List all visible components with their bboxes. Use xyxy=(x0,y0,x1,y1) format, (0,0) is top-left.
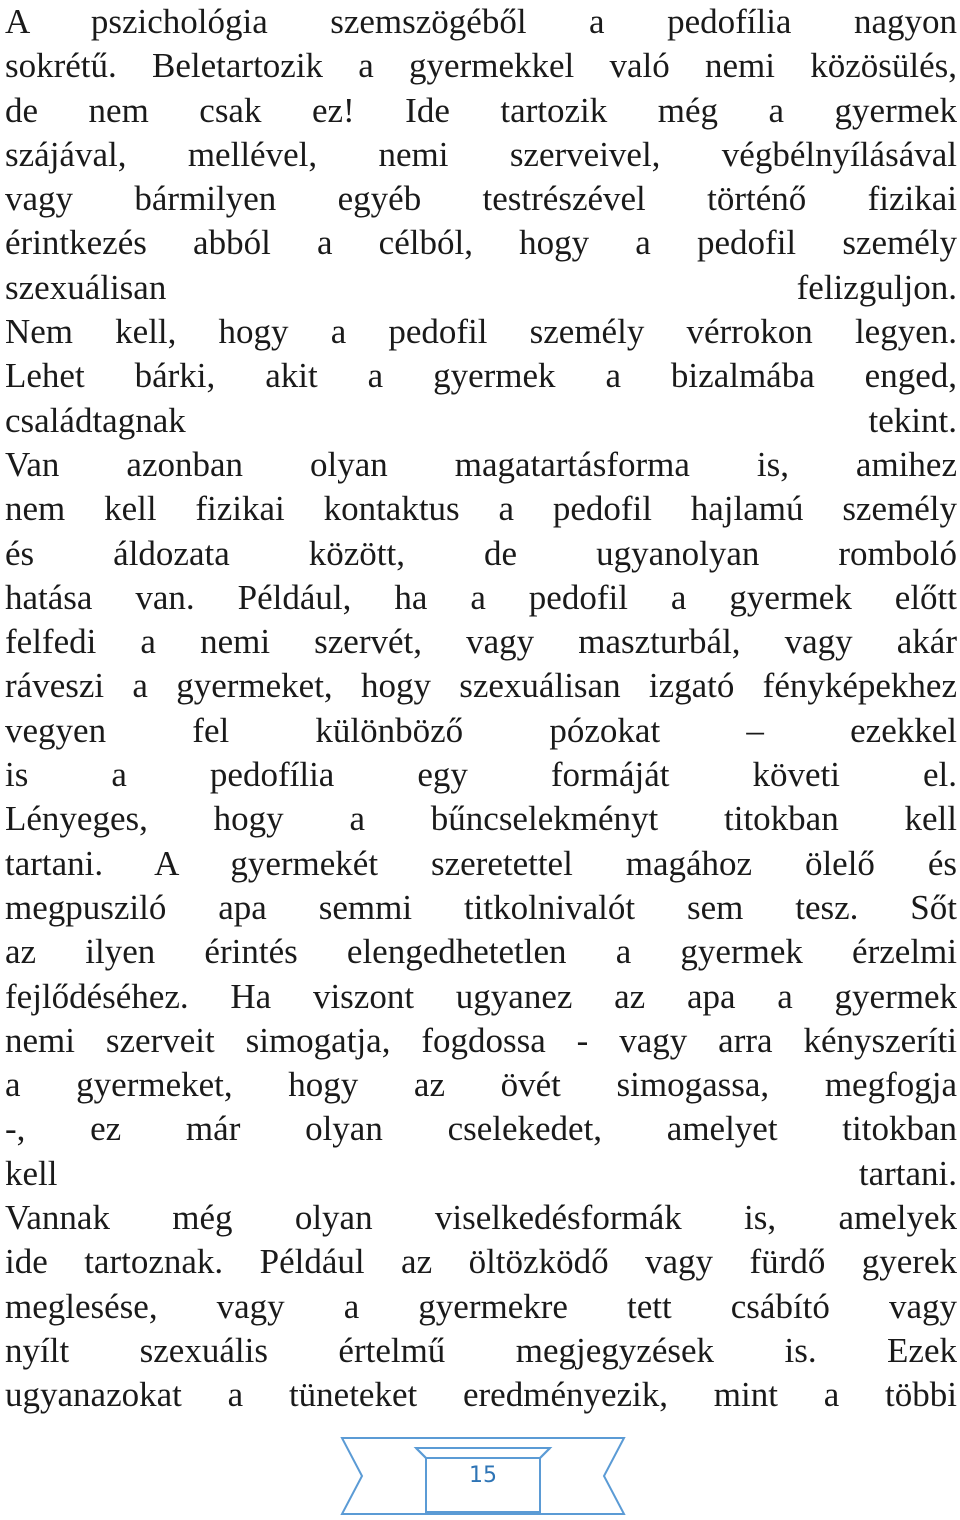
text-line: de nem csak ez! Ide tartozik még a gyermek xyxy=(5,90,957,130)
text-line: ráveszi a gyermeket, hogy szexuálisan izgató fényképekhez xyxy=(5,666,957,706)
text-line: Nem kell, hogy a pedofil személy vérrokon legyen. xyxy=(5,312,957,352)
text-line: megpusziló apa semmi titkolnivalót sem tesz. Sőt xyxy=(5,887,957,927)
text-line: felfedi a nemi szervét, vagy maszturbál, vagy akár xyxy=(5,622,957,662)
text-line: Vannak még olyan viselkedésformák is, amelyek xyxy=(5,1198,957,1238)
text-line: kell tartani. xyxy=(5,1153,957,1193)
text-line: a gyermeket, hogy az övét simogassa, megfogja xyxy=(5,1065,957,1105)
page-number: 15 xyxy=(469,1463,497,1488)
text-line: nem kell fizikai kontaktus a pedofil hajlamú személy xyxy=(5,489,957,529)
text-line: vegyen fel különböző pózokat – ezekkel xyxy=(5,710,957,750)
page-number-badge xyxy=(340,1434,626,1518)
text-line: családtagnak tekint. xyxy=(5,400,957,440)
text-line: meglesése, vagy a gyermekre tett csábító vagy xyxy=(5,1286,957,1326)
text-line: ugyanazokat a tüneteket eredményezik, mint a többi xyxy=(5,1375,957,1415)
text-line: A pszichológia szemszögéből a pedofília nagyon xyxy=(5,2,957,41)
body-text xyxy=(5,0,957,1418)
text-line: Van azonban olyan magatartásforma is, amihez xyxy=(5,444,957,484)
text-line: szájával, mellével, nemi szerveivel, végbélnyílásával xyxy=(5,134,957,174)
text-line: ide tartoznak. Például az öltözködő vagy fürdő gyerek xyxy=(5,1242,957,1282)
text-line: szexuálisan felizguljon. xyxy=(5,267,957,307)
text-line: nemi szerveit simogatja, fogdossa - vagy arra kényszeríti xyxy=(5,1020,957,1060)
text-line: az ilyen érintés elengedhetetlen a gyermek érzelmi xyxy=(5,932,957,972)
text-line: tartani. A gyermekét szeretettel magához ölelő és xyxy=(5,843,957,883)
text-line: sokrétű. Beletartozik a gyermekkel való nemi közösülés, xyxy=(5,46,957,86)
text-line: hatása van. Például, ha a pedofil a gyermek előtt xyxy=(5,577,957,617)
text-line: is a pedofília egy formáját követi el. xyxy=(5,755,957,795)
text-line: érintkezés abból a célból, hogy a pedofil személy xyxy=(5,223,957,263)
text-line: Lehet bárki, akit a gyermek a bizalmába enged, xyxy=(5,356,957,396)
text-line: fejlődéséhez. Ha viszont ugyanez az apa a gyermek xyxy=(5,976,957,1016)
text-line: és áldozata között, de ugyanolyan romboló xyxy=(5,533,957,573)
text-line: Lényeges, hogy a bűncselekményt titokban kell xyxy=(5,799,957,839)
text-line: vagy bármilyen egyéb testrészével történő fizikai xyxy=(5,179,957,219)
text-line: nyílt szexuális értelmű megjegyzések is. Ezek xyxy=(5,1330,957,1370)
text-line: -, ez már olyan cselekedet, amelyet titokban xyxy=(5,1109,957,1149)
